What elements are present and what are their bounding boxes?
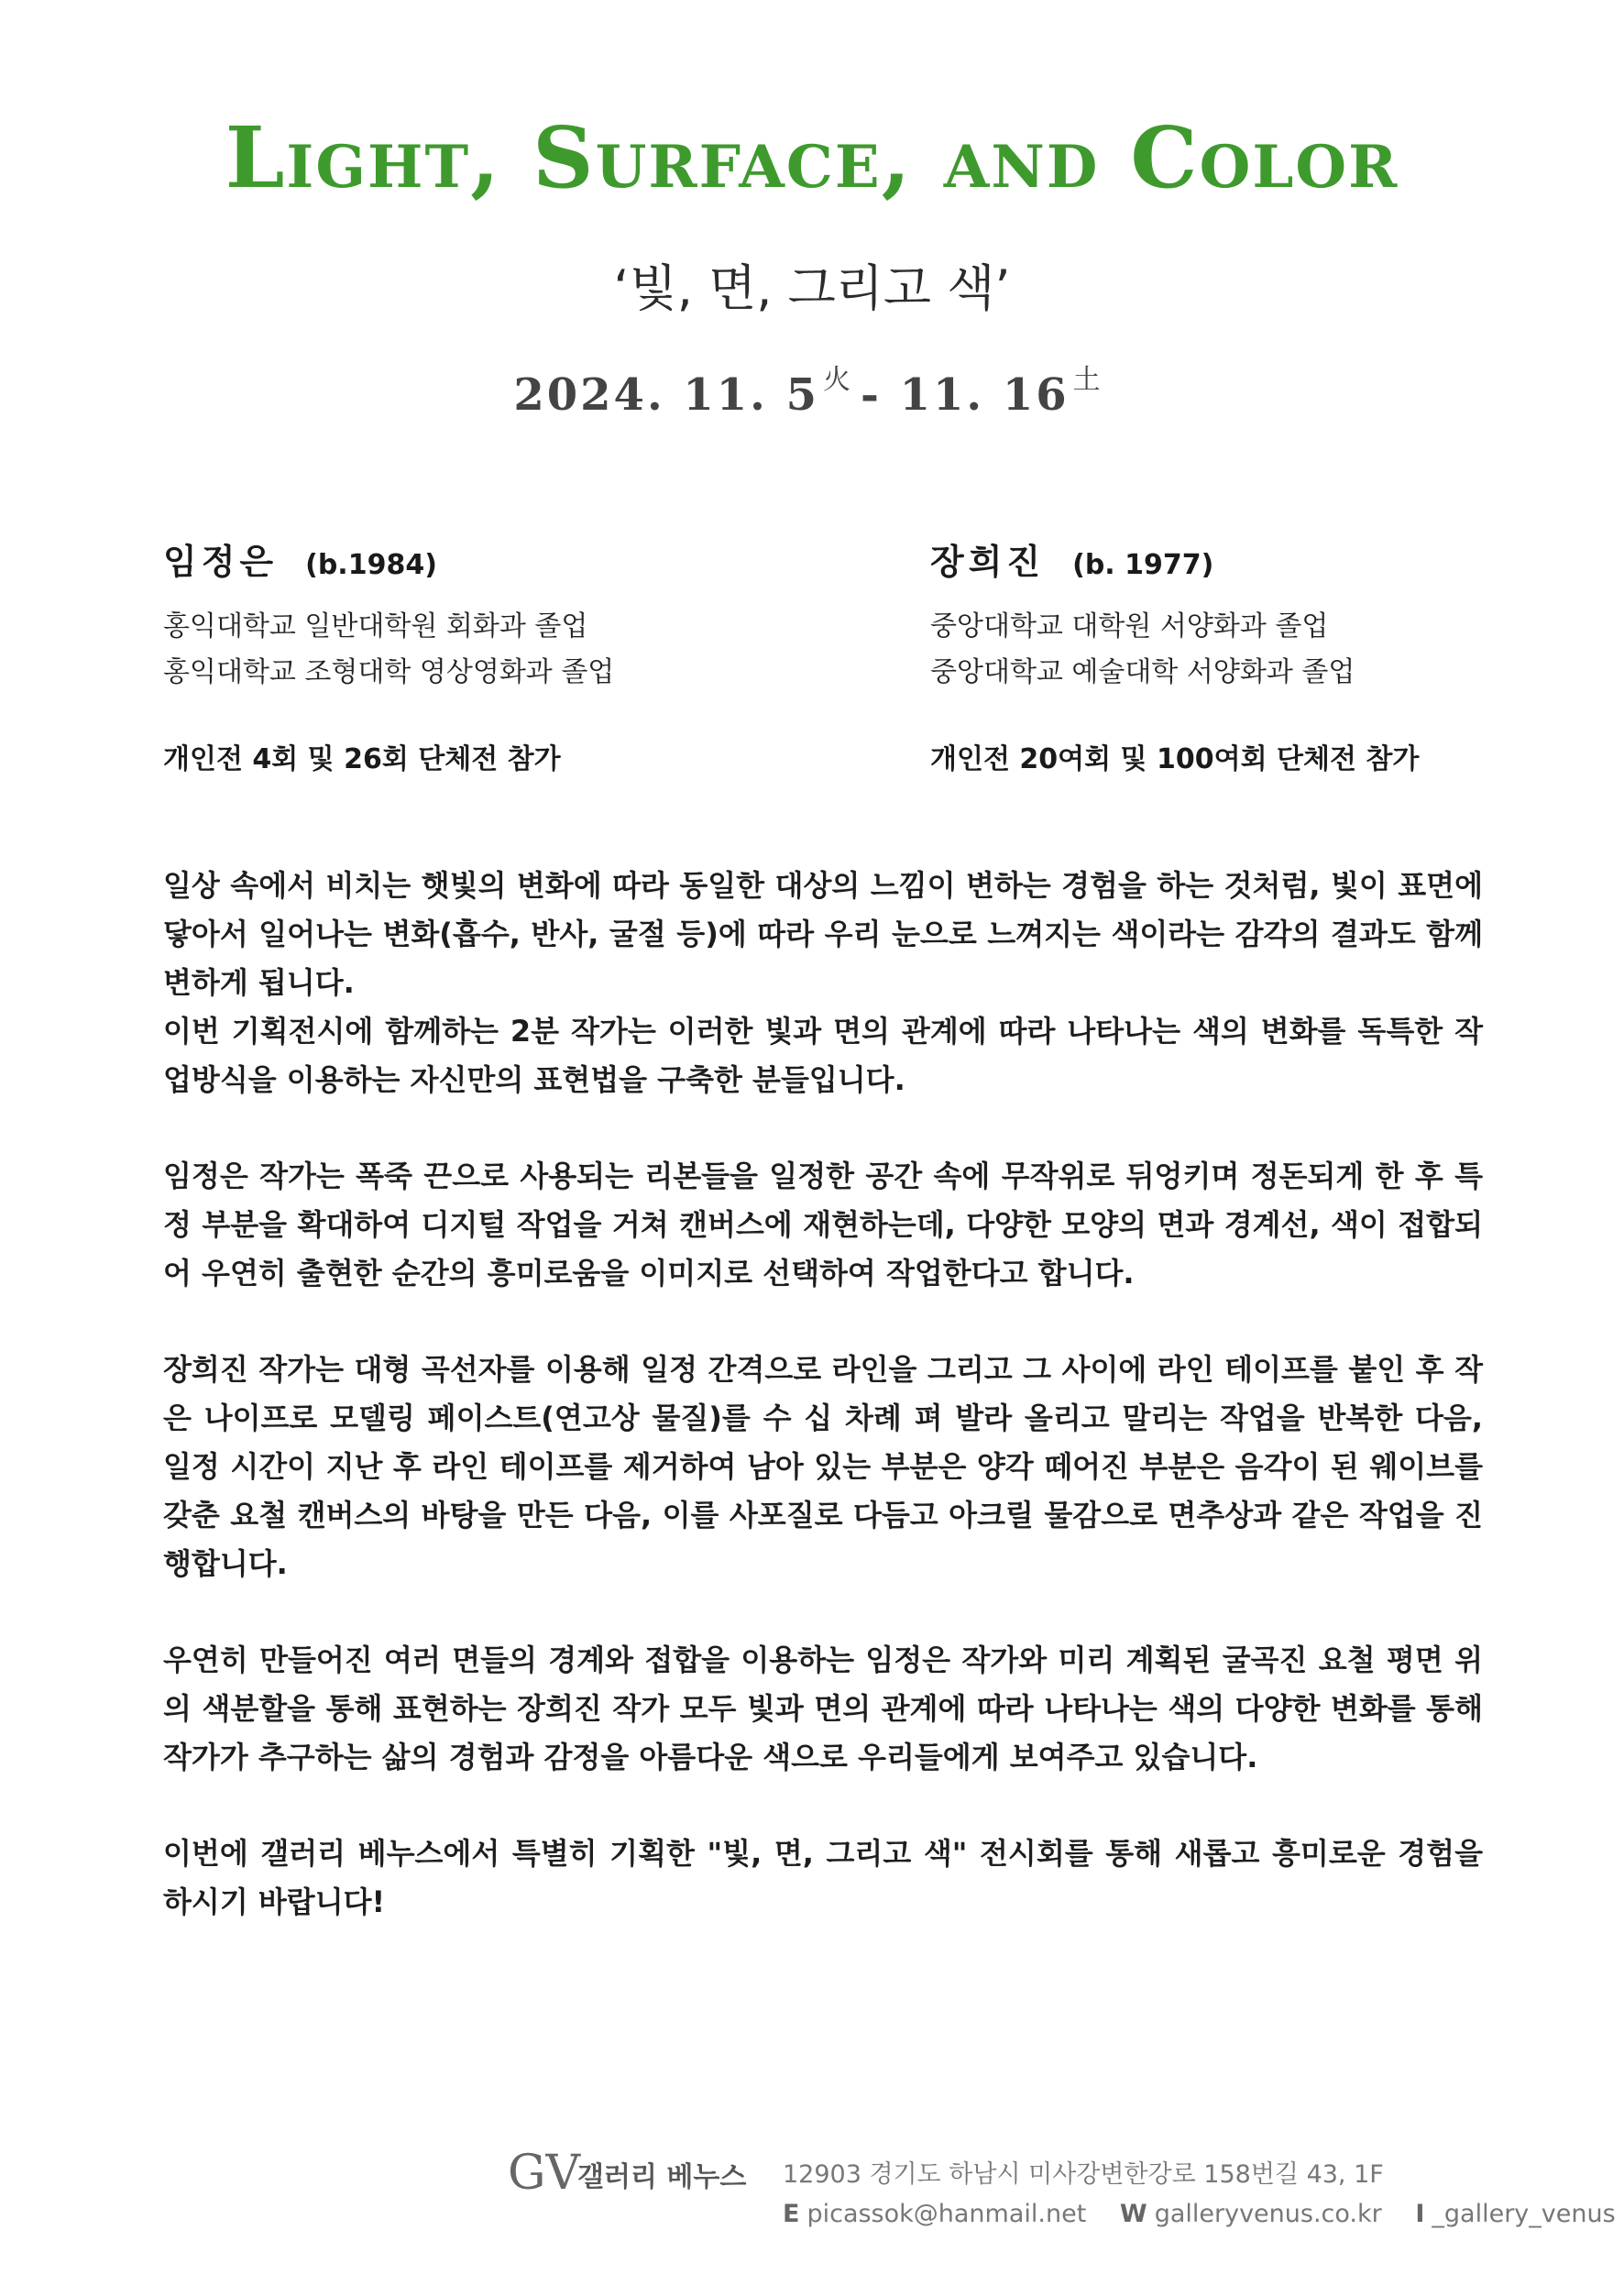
description-paragraph: 이번에 갤러리 베누스에서 특별히 기획한 "빛, 면, 그리고 색" 전시회를 통해 새롭고 흥미로운 경험을 하시기 바랍니다! <box>163 1836 1483 1919</box>
email-label: E <box>783 2200 800 2228</box>
gallery-name: 갤러리 베누스 <box>577 2161 747 2193</box>
education-line: 중앙대학교 대학원 서양화과 졸업 <box>930 610 1329 643</box>
exhibition-description <box>163 862 1483 1974</box>
description-paragraph: 일상 속에서 비치는 햇빛의 변화에 따라 동일한 대상의 느낌이 변하는 경험을 하는 것처럼, 빛이 표면에 닿아서 일어나는 변화(흡수, 반사, 굴절 등)에 따라 우리 눈으로 느껴지는 색이라는 감각의 결과도 함께 변하게 됩니다. 이번 기획전시에 함께하는 2분 작가는 이러한 빛과 면의 관계에 따라 나타나는 색의 변화를 독특한 작업방식을 이용하는 자신만의 표현법을 구축한 분들입니다. <box>163 868 1483 1097</box>
email-link[interactable]: picassok@hanmail.net <box>807 2200 1087 2228</box>
education-line: 홍익대학교 조형대학 영상영화과 졸업 <box>163 656 615 688</box>
gallery-logo-icon <box>506 2136 581 2227</box>
gallery-contact <box>783 2200 1616 2228</box>
date-end-day: 土 <box>1072 364 1103 396</box>
date-start: 2024. 11. 5 <box>513 369 819 421</box>
description-paragraph: 장희진 작가는 대형 곡선자를 이용해 일정 간격으로 라인을 그리고 그 사이에 라인 테이프를 붙인 후 작은 나이프로 모델링 페이스트(연고상 물질)를 수 십 차례 펴 발라 올리고 말리는 작업을 반복한 다음, 일정 시간이 지난 후 라인 테이프를 제거하여 남아 있는 부분은 양각 떼어진 부분은 음각이 된 웨이브를 갖춘 요철 캔버스의 바탕을 만든 다음, 이를 사포질로 다듬고 아크릴 물감으로 면추상과 같은 작업을 진행합니다. <box>163 1352 1483 1581</box>
date-start-day: 火 <box>822 364 853 396</box>
gallery-address: 12903 경기도 하남시 미사강변한강로 158번길 43, 1F <box>783 2160 1384 2189</box>
artist-block-lim <box>163 533 614 776</box>
artist-name: 임정은 <box>163 542 279 582</box>
description-paragraph: 우연히 만들어진 여러 면들의 경계와 접합을 이용하는 임정은 작가와 미리 계획된 굴곡진 요철 평면 위의 색분할을 통해 표현하는 장희진 작가 모두 빛과 면의 관계에 따라 나타나는 색의 다양한 변화를 통해 작가가 추구하는 삶의 경험과 감정을 아름다운 색으로 우리들에게 보여주고 있습니다. <box>163 1642 1483 1774</box>
artist-exhibitions: 개인전 20여회 및 100여회 단체전 참가 <box>930 743 1420 775</box>
artist-education <box>930 604 1419 696</box>
exhibition-subtitle: ‘빛, 면, 그리고 색’ <box>613 259 1011 317</box>
instagram-link[interactable]: _gallery_venus <box>1432 2200 1616 2228</box>
description-paragraph: 임정은 작가는 폭죽 끈으로 사용되는 리본들을 일정한 공간 속에 무작위로 뒤엉키며 정돈되게 한 후 특정 부분을 확대하여 디지털 작업을 거쳐 캔버스에 재현하는데, 다양한 모양의 면과 경계선, 색이 접합되어 우연히 출현한 순간의 흥미로움을 이미지로 선택하여 작업한다고 합니다. <box>163 1159 1483 1291</box>
date-end: 11. 16 <box>899 369 1070 421</box>
web-label: W <box>1119 2200 1147 2228</box>
website-link[interactable]: galleryvenus.co.kr <box>1154 2200 1382 2228</box>
artist-education <box>163 604 614 696</box>
date-separator: - <box>860 369 882 421</box>
education-line: 홍익대학교 일반대학원 회화과 졸업 <box>163 610 588 643</box>
artist-block-jang <box>930 533 1419 776</box>
instagram-label: I <box>1415 2200 1425 2228</box>
education-line: 중앙대학교 예술대학 서양화과 졸업 <box>930 656 1355 688</box>
logo-letters: GV <box>508 2146 581 2201</box>
artist-exhibitions: 개인전 4회 및 26회 단체전 참가 <box>163 743 561 775</box>
exhibition-dates <box>0 362 1624 421</box>
artist-birth-year: (b.1984) <box>305 549 437 581</box>
artist-name: 장희진 <box>930 542 1046 582</box>
artist-birth-year: (b. 1977) <box>1072 549 1214 581</box>
exhibition-title: Light, Surface, and Color <box>225 108 1399 207</box>
